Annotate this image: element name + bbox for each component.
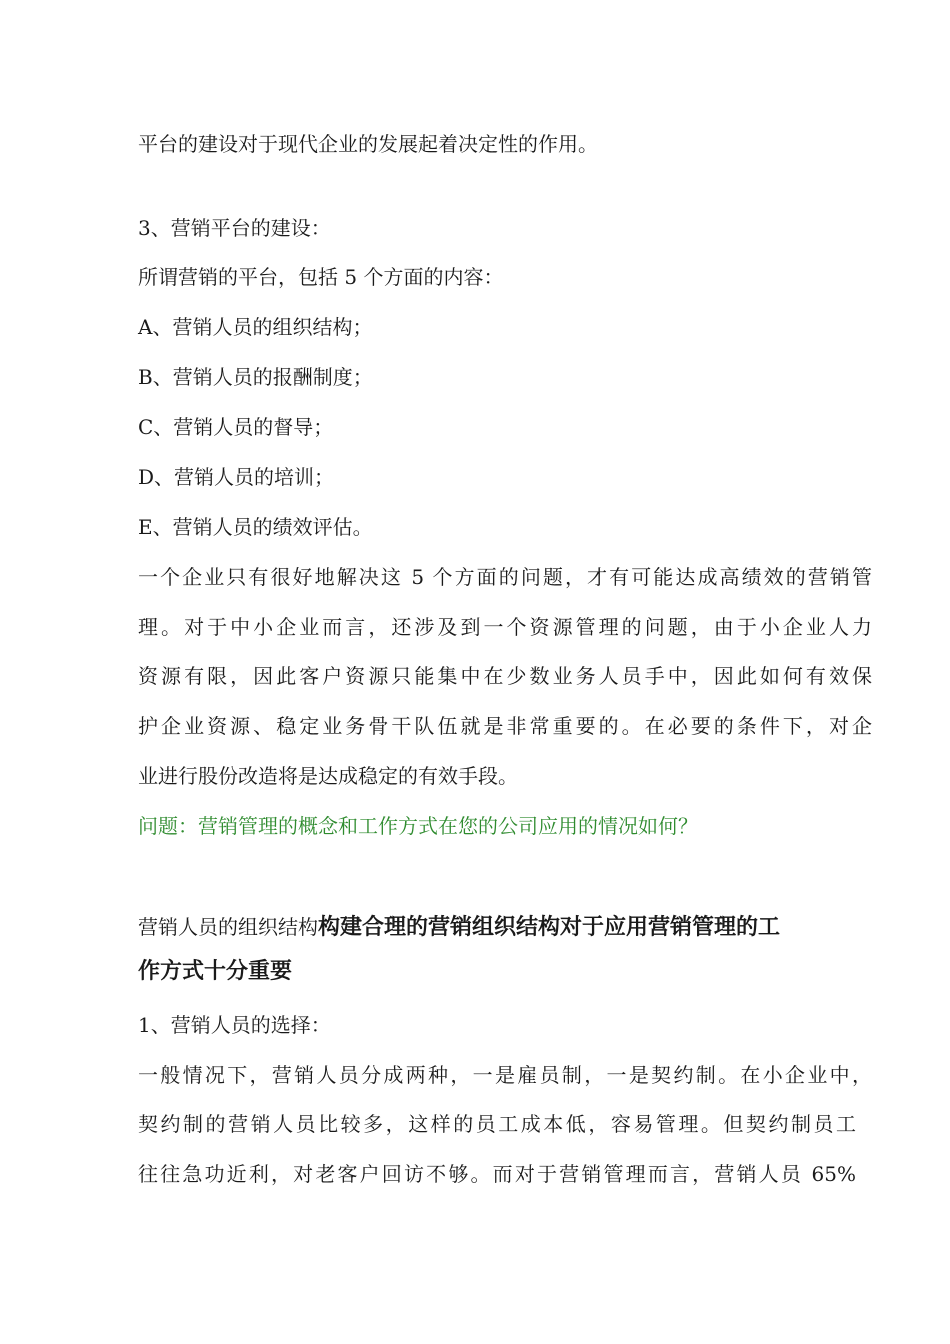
paragraph-line bbox=[138, 1160, 856, 1188]
paragraph-text: 往往急功近利，对老客户回访不够。而对于营销管理而言，营销人员 65% bbox=[138, 1162, 856, 1186]
section-heading bbox=[138, 911, 780, 943]
section-heading: 3、营销平台的建设： bbox=[138, 216, 331, 240]
paragraph-text: 一个企业只有很好地解决这 5 个方面的问题，才有可能达成高绩效的营销管 bbox=[138, 565, 872, 589]
paragraph-line bbox=[138, 712, 872, 740]
list-item: B、营销人员的报酬制度； bbox=[138, 365, 373, 389]
paragraph-text: 契约制的营销人员比较多，这样的员工成本低，容易管理。但契约制员工 bbox=[138, 1112, 856, 1136]
heading-bold: 构建合理的营销组织结构对于应用营销管理的工 bbox=[318, 915, 781, 940]
text-line: 平台的建设对于现代企业的发展起着决定性的作用。 bbox=[138, 132, 598, 156]
list-item: A、营销人员的组织结构； bbox=[138, 315, 373, 339]
paragraph-text: 护企业资源、稳定业务骨干队伍就是非常重要的。在必要的条件下，对企 bbox=[138, 714, 872, 738]
list-item: E、营销人员的绩效评估。 bbox=[138, 515, 373, 539]
heading-prefix: 营销人员的组织结构 bbox=[138, 915, 318, 939]
paragraph-line bbox=[138, 1061, 872, 1089]
paragraph-text: 理。对于中小企业而言，还涉及到一个资源管理的问题，由于小企业人力 bbox=[138, 615, 872, 639]
question-line: 问题：营销管理的概念和工作方式在您的公司应用的情况如何？ bbox=[138, 814, 698, 838]
paragraph-line: 业进行股份改造将是达成稳定的有效手段。 bbox=[138, 764, 518, 788]
list-item: C、营销人员的督导； bbox=[138, 415, 334, 439]
paragraph-text: 资源有限，因此客户资源只能集中在少数业务人员手中，因此如何有效保 bbox=[138, 664, 872, 688]
paragraph-line bbox=[138, 1110, 856, 1138]
section-heading: 1、营销人员的选择： bbox=[138, 1013, 331, 1037]
heading-bold-continued: 作方式十分重要 bbox=[138, 959, 293, 984]
paragraph-text: 一般情况下，营销人员分成两种，一是雇员制，一是契约制。在小企业中， bbox=[138, 1063, 872, 1087]
document-page bbox=[138, 0, 878, 1344]
text-line: 所谓营销的平台，包括 5 个方面的内容： bbox=[138, 265, 504, 289]
paragraph-line bbox=[138, 662, 872, 690]
list-item: D、营销人员的培训； bbox=[138, 465, 335, 489]
paragraph-line bbox=[138, 613, 872, 641]
paragraph-line bbox=[138, 563, 872, 591]
